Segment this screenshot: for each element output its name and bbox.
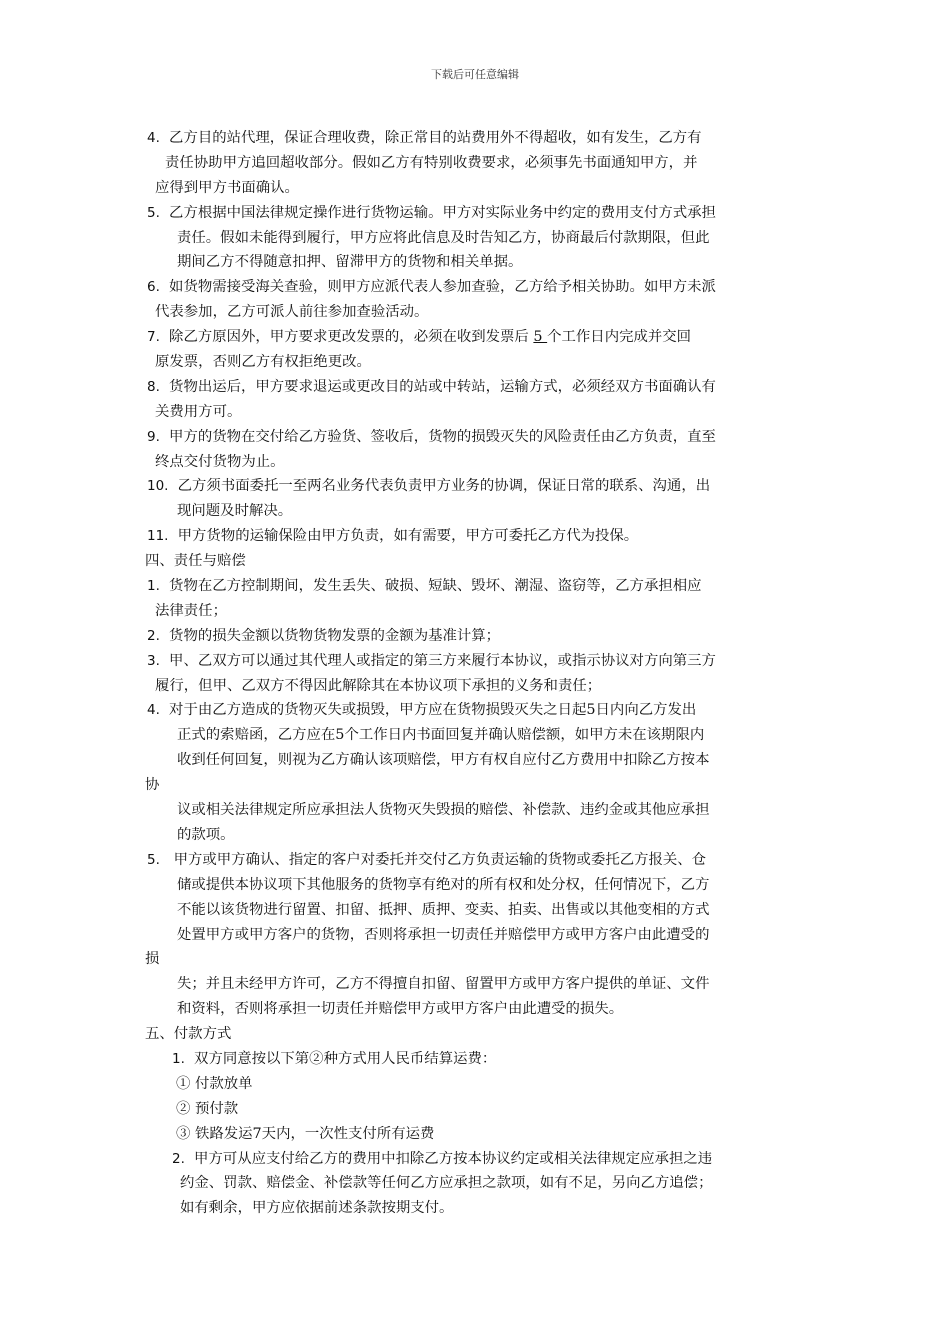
list-number: 11.	[147, 528, 169, 545]
list-number: 10.	[147, 478, 169, 495]
text-line	[145, 997, 815, 1022]
text-line	[145, 873, 815, 898]
line-text: 甲方或甲方确认、指定的客户对委托并交付乙方负责运输的货物或委托乙方报关、仓	[169, 851, 707, 868]
line-text: 乙方目的站代理，保证合理收费，除正常目的站费用外不得超收，如有发生，乙方有	[169, 130, 702, 146]
text-line	[145, 1196, 815, 1221]
line-text: 责任协助甲方追回超收部分。假如乙方有特别收费要求，必须事先书面通知甲方，并	[165, 154, 698, 171]
text-line	[145, 798, 815, 823]
filled-blank: 5	[533, 329, 548, 346]
text-line	[145, 1072, 815, 1097]
line-text: 正式的索赔函，乙方应在5个工作日内书面回复并确认赔偿额，如甲方未在该期限内	[177, 727, 705, 744]
list-number: 5.	[147, 204, 160, 221]
text-line	[145, 1171, 815, 1196]
line-text: 四、责任与赔偿	[145, 553, 246, 570]
line-text: 不能以该货物进行留置、扣留、抵押、质押、变卖、拍卖、出售或以其他变相的方式	[177, 901, 710, 918]
text-line	[145, 1097, 815, 1122]
list-number: 4.	[147, 130, 160, 146]
line-text: 五、付款方式	[145, 1026, 232, 1043]
text-line	[145, 823, 815, 848]
line-text: 关费用方可。	[155, 403, 242, 420]
line-text: 甲方的货物在交付给乙方验货、签收后，货物的损毁灭失的风险责任由乙方负责，直至	[169, 428, 716, 445]
line-text: 对于由乙方造成的货物灭失或损毁，甲方应在货物损毁灭失之日起5日内向乙方发出	[169, 702, 697, 719]
line-text: 履行，但甲、乙双方不得因此解除其在本协议项下承担的义务和责任；	[155, 677, 602, 694]
text-line	[145, 375, 815, 400]
text-line	[145, 1122, 815, 1147]
line-text: 个工作日内完成并交回	[547, 329, 692, 346]
text-line	[145, 425, 815, 450]
text-line	[145, 723, 815, 748]
text-line	[145, 151, 815, 176]
text-line	[145, 624, 815, 649]
list-number: 2.	[172, 1150, 185, 1167]
text-line	[145, 499, 815, 524]
text-line	[145, 226, 815, 251]
list-number: 4.	[147, 702, 160, 719]
text-line	[145, 898, 815, 923]
line-text: 现问题及时解决。	[177, 503, 293, 520]
line-text: 甲、乙双方可以通过其代理人或指定的第三方来履行本协议，或指示协议对方向第三方	[169, 652, 716, 669]
line-text: 处置甲方或甲方客户的货物，否则将承担一切责任并赔偿甲方或甲方客户由此遭受的	[177, 926, 710, 943]
line-text: ② 预付款	[176, 1100, 239, 1117]
list-number: 2.	[147, 627, 160, 644]
list-number: 5.	[147, 851, 160, 868]
text-line	[145, 773, 815, 798]
line-text: 除乙方原因外，甲方要求更改发票的，必须在收到发票后	[169, 329, 534, 346]
line-text: 应得到甲方书面确认。	[155, 179, 299, 196]
document-body	[145, 126, 815, 1221]
line-text: 代表参加，乙方可派人前往参加查验活动。	[155, 304, 429, 321]
line-text: 储或提供本协议项下其他服务的货物享有绝对的所有权和处分权，任何情况下，乙方	[177, 876, 710, 893]
text-line	[145, 1022, 815, 1047]
line-text: 协	[145, 777, 160, 794]
line-text: 约金、罚款、赔偿金、补偿款等任何乙方应承担之款项，如有不足，另向乙方追偿；	[180, 1175, 713, 1192]
list-number: 3.	[147, 652, 160, 669]
text-line	[145, 549, 815, 574]
text-line	[145, 400, 815, 425]
line-text: 货物出运后，甲方要求退运或更改目的站或中转站，运输方式，必须经双方书面确认有	[169, 378, 716, 395]
text-line	[145, 748, 815, 773]
text-line	[145, 524, 815, 549]
text-line	[145, 698, 815, 723]
line-text: 甲方货物的运输保险由甲方负责，如有需要，甲方可委托乙方代为投保。	[177, 528, 639, 545]
list-number: 9.	[147, 428, 160, 445]
line-text: 和资料，否则将承担一切责任并赔偿甲方或甲方客户由此遭受的损失。	[177, 1001, 624, 1018]
text-line	[145, 848, 815, 873]
text-line	[145, 674, 815, 699]
line-text: 双方同意按以下第②种方式用人民币结算运费：	[194, 1050, 497, 1067]
line-text: ① 付款放单	[176, 1075, 253, 1092]
text-line	[145, 250, 815, 275]
line-text: 期间乙方不得随意扣押、留滞甲方的货物和相关单据。	[177, 254, 523, 271]
text-line	[145, 972, 815, 997]
line-text: 货物在乙方控制期间，发生丢失、破损、短缺、毁坏、潮湿、盗窃等，乙方承担相应	[169, 578, 702, 595]
line-text: 乙方根据中国法律规定操作进行货物运输。甲方对实际业务中约定的费用支付方式承担	[169, 204, 716, 221]
list-number: 7.	[147, 329, 160, 346]
line-text: 乙方须书面委托一至两名业务代表负责甲方业务的协调，保证日常的联系、沟通，出	[177, 478, 711, 495]
text-line	[145, 649, 815, 674]
text-line	[145, 176, 815, 201]
text-line	[145, 325, 815, 350]
list-number: 6.	[147, 279, 160, 296]
text-line	[145, 474, 815, 499]
line-text: 货物的损失金额以货物货物发票的金额为基准计算；	[169, 627, 501, 644]
page-header: 下载后可任意编辑	[431, 68, 519, 81]
line-text: 法律责任；	[155, 602, 227, 619]
line-text: 如货物需接受海关查验，则甲方应派代表人参加查验，乙方给予相关协助。如甲方未派	[169, 279, 716, 296]
line-text: 如有剩余，甲方应依据前述条款按期支付。	[180, 1200, 454, 1217]
line-text: ③ 铁路发运7天内，一次性支付所有运费	[176, 1125, 435, 1142]
line-text: 的款项。	[177, 826, 235, 843]
line-text: 责任。假如未能得到履行，甲方应将此信息及时告知乙方，协商最后付款期限，但此	[177, 229, 710, 246]
text-line	[145, 126, 815, 151]
line-text: 议或相关法律规定所应承担法人货物灭失毁损的赔偿、补偿款、违约金或其他应承担	[177, 802, 710, 819]
text-line	[145, 947, 815, 972]
text-line	[145, 350, 815, 375]
line-text: 失；并且未经甲方许可，乙方不得擅自扣留、留置甲方或甲方客户提供的单证、文件	[177, 976, 710, 993]
text-line	[145, 300, 815, 325]
text-line	[145, 275, 815, 300]
text-line	[145, 450, 815, 475]
list-number: 8.	[147, 378, 160, 395]
line-text: 终点交付货物为止。	[155, 453, 285, 470]
text-line	[145, 1147, 815, 1172]
text-line	[145, 201, 815, 226]
list-number: 1.	[172, 1050, 185, 1067]
line-text: 损	[145, 951, 160, 968]
line-text: 原发票，否则乙方有权拒绝更改。	[155, 354, 371, 371]
list-number: 1.	[147, 578, 160, 595]
line-text: 甲方可从应支付给乙方的费用中扣除乙方按本协议约定或相关法律规定应承担之违	[194, 1150, 713, 1167]
text-line	[145, 1047, 815, 1072]
line-text: 收到任何回复，则视为乙方确认该项赔偿，甲方有权自应付乙方费用中扣除乙方按本	[177, 752, 710, 769]
text-line	[145, 923, 815, 948]
text-line	[145, 574, 815, 599]
text-line	[145, 599, 815, 624]
